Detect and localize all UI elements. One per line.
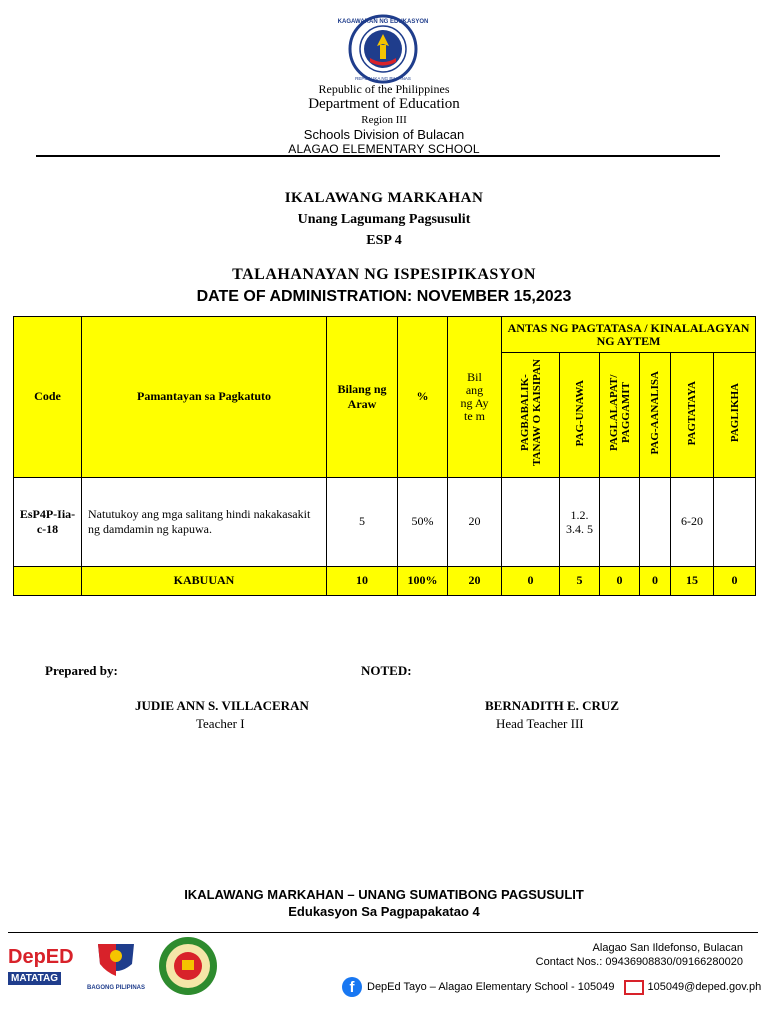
deped-seal-logo	[336, 14, 430, 84]
row-level-cell	[640, 477, 671, 566]
total-label: KABUUAN	[82, 566, 327, 595]
deped-matatag-logo	[8, 940, 72, 996]
matatag-text: MATATAG	[8, 972, 61, 985]
preparer-title: Teacher I	[196, 716, 245, 731]
header-code: Code	[14, 317, 82, 478]
level-label: PAGLALAPAT/ PAGGAMIT	[607, 374, 632, 452]
department-line: Department of Education	[308, 96, 460, 112]
bagong-pilipinas-text: BAGONG PILIPINAS	[86, 985, 145, 991]
row-competency: Natutukoy ang mga salitang hindi nakakasakit ng damdamin ng kapuwa.	[82, 477, 327, 566]
school-line: ALAGAO ELEMENTARY SCHOOL	[288, 142, 480, 156]
total-level-cell: 5	[560, 566, 600, 595]
header-percent: %	[398, 317, 448, 478]
table-row	[14, 477, 756, 566]
total-blank-cell	[14, 566, 82, 595]
email-address[interactable]: 105049@deped.gov.ph	[647, 981, 762, 993]
level-label: PAG-AANALISA	[649, 371, 661, 455]
total-level-cell: 0	[600, 566, 640, 595]
contact-numbers: Contact Nos.: 09436908830/09166280020	[535, 956, 743, 968]
row-items: 20	[448, 477, 502, 566]
total-level-cell: 0	[502, 566, 560, 595]
row-level-cell	[714, 477, 756, 566]
header-level-group: ANTAS NG PAGTATASA / KINALALAGYAN NG AYTEM	[502, 317, 756, 353]
footer-divider	[8, 932, 758, 933]
header-items: Bil ang ng Ay te m	[448, 317, 502, 478]
header-competency: Pamantayan sa Pagkatuto	[82, 317, 327, 478]
test-title: Unang Lagumang Pagsusulit	[297, 212, 471, 227]
level-label: PAG-UNAWA	[573, 379, 586, 447]
mail-icon	[624, 980, 644, 995]
level-label: PAGBABALIK-TANAW O KAISIPAN	[518, 359, 543, 467]
total-level-cell: 0	[640, 566, 671, 595]
bagong-pilipinas-logo	[86, 938, 146, 994]
row-percent: 50%	[398, 477, 448, 566]
school-address: Alagao San Ildefonso, Bulacan	[592, 942, 743, 954]
header-level-pag-aanalisa	[640, 353, 671, 477]
header-divider	[36, 155, 720, 157]
noter-name: BERNADITH E. CRUZ	[485, 698, 619, 713]
level-label: PAGTATAYA	[686, 380, 698, 446]
header-level-pag-unawa	[560, 353, 600, 477]
header-level-pagbabalik-tanaw	[502, 353, 560, 477]
noter-title: Head Teacher III	[496, 716, 584, 731]
prepared-by-label: Prepared by:	[45, 663, 118, 678]
total-days: 10	[327, 566, 398, 595]
seal-ring-text: KAGAWARAN NG EDUKASYON	[337, 19, 429, 25]
row-level-cell	[502, 477, 560, 566]
total-items: 20	[448, 566, 502, 595]
header-level-paglikha	[714, 353, 756, 477]
table-title: TALAHANAYAN NG ISPESIPIKASYON	[232, 266, 536, 283]
school-seal-logo	[158, 936, 218, 996]
specification-table	[13, 316, 756, 596]
subject-title: ESP 4	[366, 233, 402, 248]
header-level-paglalapat	[600, 353, 640, 477]
footer-subject-title: Edukasyon Sa Pagpapakatao 4	[288, 904, 480, 919]
quarter-title: IKALAWANG MARKAHAN	[284, 190, 484, 206]
social-contact-line	[342, 977, 761, 997]
row-code: EsP4P-Iia-c-18	[14, 477, 82, 566]
noted-label: NOTED:	[361, 663, 412, 678]
seal-ring-subtext: REPUBLIKA NG PILIPINAS	[355, 76, 411, 81]
preparer-name: JUDIE ANN S. VILLACERAN	[135, 698, 309, 713]
date-of-administration: DATE OF ADMINISTRATION: NOVEMBER 15,2023	[196, 288, 572, 305]
header-level-pagtataya	[671, 353, 714, 477]
row-level-cell	[600, 477, 640, 566]
deped-logo-text: DepED	[8, 946, 74, 968]
row-level-cell: 1.2. 3.4. 5	[560, 477, 600, 566]
total-percent: 100%	[398, 566, 448, 595]
header-days: Bilang ng Araw	[327, 317, 398, 478]
division-line: Schools Division of Bulacan	[303, 127, 465, 142]
level-label: PAGLIKHA	[728, 383, 741, 443]
facebook-page[interactable]: DepEd Tayo – Alagao Elementary School - 105049	[367, 981, 615, 993]
total-level-cell: 15	[671, 566, 714, 595]
facebook-icon: f	[342, 977, 362, 997]
republic-line: Republic of the Philippines	[318, 82, 450, 96]
total-level-cell: 0	[714, 566, 756, 595]
row-level-cell: 6-20	[671, 477, 714, 566]
footer-exam-title: IKALAWANG MARKAHAN – UNANG SUMATIBONG PAGSUSULIT	[184, 887, 584, 902]
row-days: 5	[327, 477, 398, 566]
region-line: Region III	[361, 114, 407, 126]
total-row	[14, 566, 756, 595]
